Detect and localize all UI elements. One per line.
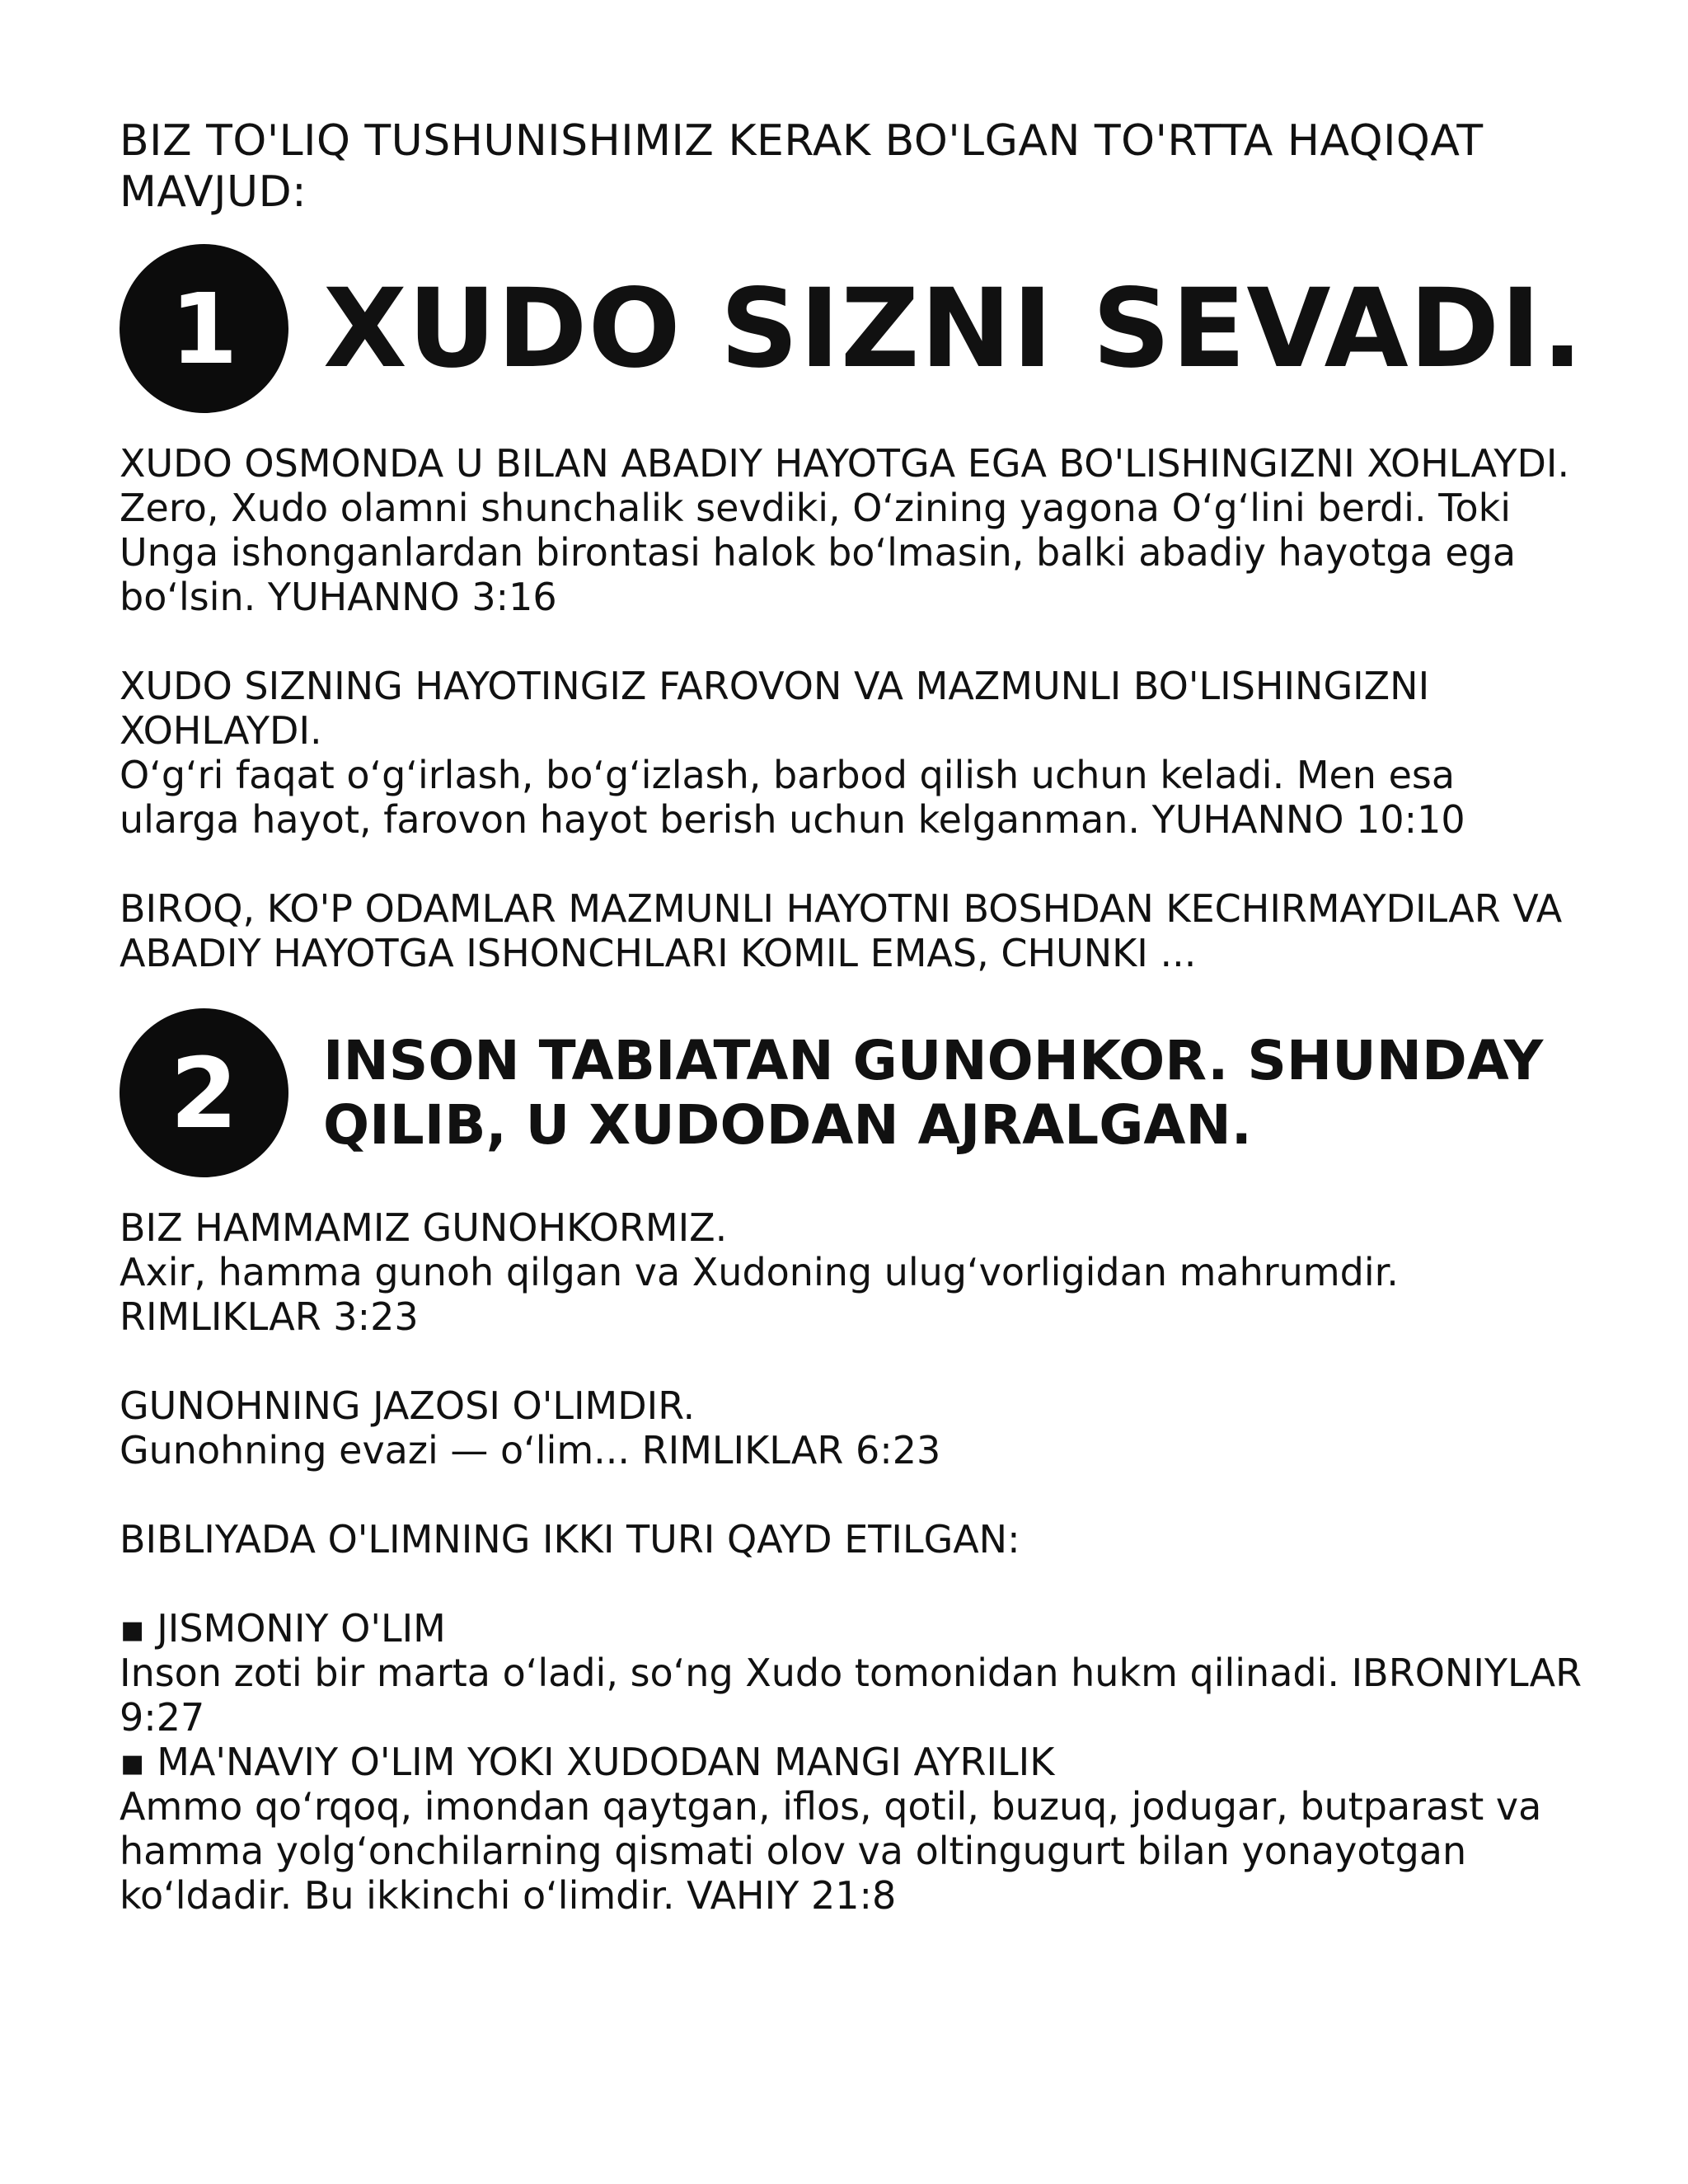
point-2-section-a-heading: BIZ HAMMAMIZ GUNOHKORMIZ.	[120, 1205, 728, 1250]
point-2-header	[120, 1008, 1587, 1177]
point-1-section-b-heading: XUDO SIZNING HAYOTINGIZ FAROVON VA MAZMUNLI BO'LISHINGIZNI XOHLAYDI.	[120, 664, 1430, 753]
point-1-transition: BIROQ, KO'P ODAMLAR MAZMUNLI HAYOTNI BOSHDAN KECHIRMAYDILAR VA ABADIY HAYOTGA ISHONCHLARI KOMIL EMAS, CHUNKI ...	[120, 886, 1563, 975]
bullet-label-spiritual-death: ▪ MA'NAVIY O'LIM YOKI XUDODAN MANGI AYRILIK	[120, 1740, 1587, 1784]
point-1-section-a-heading: XUDO OSMONDA U BILAN ABADIY HAYOTGA EGA BO'LISHINGIZNI XOHLAYDI.	[120, 441, 1570, 486]
point-2-section-a-text: Axir, hamma gunoh qilgan va Xudoning ulugʻvorligidan mahrumdir. RIMLIKLAR 3:23	[120, 1250, 1399, 1339]
point-2-section-b-text: Gunohning evazi — oʻlim... RIMLIKLAR 6:23	[120, 1428, 941, 1472]
point-2-section-b-heading: GUNOHNING JAZOSI O'LIMDIR.	[120, 1383, 696, 1428]
point-1-section-a	[120, 441, 1587, 619]
point-2-section-c-heading: BIBLIYADA O'LIMNING IKKI TURI QAYD ETILGAN:	[120, 1517, 1020, 1562]
bullet-text-physical-death: Inson zoti bir marta oʻladi, soʻng Xudo tomonidan hukm qilinadi. IBRONIYLAR 9:27	[120, 1651, 1582, 1740]
document-page	[120, 115, 1587, 1918]
point-1-section-b-text: Oʻgʻri faqat oʻgʻirlash, boʻgʻizlash, barbod qilish uchun keladi. Men esa ularga hayot, farovon hayot berish uchun kelganman. YUHANNO 10:10	[120, 753, 1465, 842]
intro-heading: BIZ TO'LIQ TUSHUNISHIMIZ KERAK BO'LGAN TO'RTTA HAQIQAT MAVJUD:	[120, 116, 1484, 217]
point-1-section-b	[120, 664, 1587, 842]
point-1-header	[120, 244, 1587, 413]
point-1-section-a-text: Zero, Xudo olamni shunchalik sevdiki, Oʻzining yagona Oʻgʻlini berdi. Toki Unga ishonganlardan birontasi halok boʻlmasin, balki abadiy hayotga ega boʻlsin. YUHANNO 3:16	[120, 486, 1517, 619]
point-2-number-badge: 2	[120, 1008, 288, 1177]
bullet-text-spiritual-death: Ammo qoʻrqoq, imondan qaytgan, iflos, qotil, buzuq, jodugar, butparast va hamma yolgʻonchilarning qismati olov va oltingugurt bilan yonayotgan koʻldadir. Bu ikkinchi oʻlimdir. VAHIY 21:8	[120, 1784, 1542, 1918]
point-2-section-a	[120, 1205, 1587, 1339]
bullet-label-physical-death: ▪ JISMONIY O'LIM	[120, 1606, 1587, 1651]
point-1-title: XUDO SIZNI SEVADI.	[323, 265, 1584, 392]
point-2-title: INSON TABIATAN GUNOHKOR. SHUNDAY QILIB, U XUDODAN AJRALGAN.	[323, 1028, 1544, 1157]
point-2-section-b	[120, 1383, 1587, 1472]
bullet-item-physical-death	[120, 1606, 1587, 1918]
point-1-number-badge: 1	[120, 244, 288, 413]
